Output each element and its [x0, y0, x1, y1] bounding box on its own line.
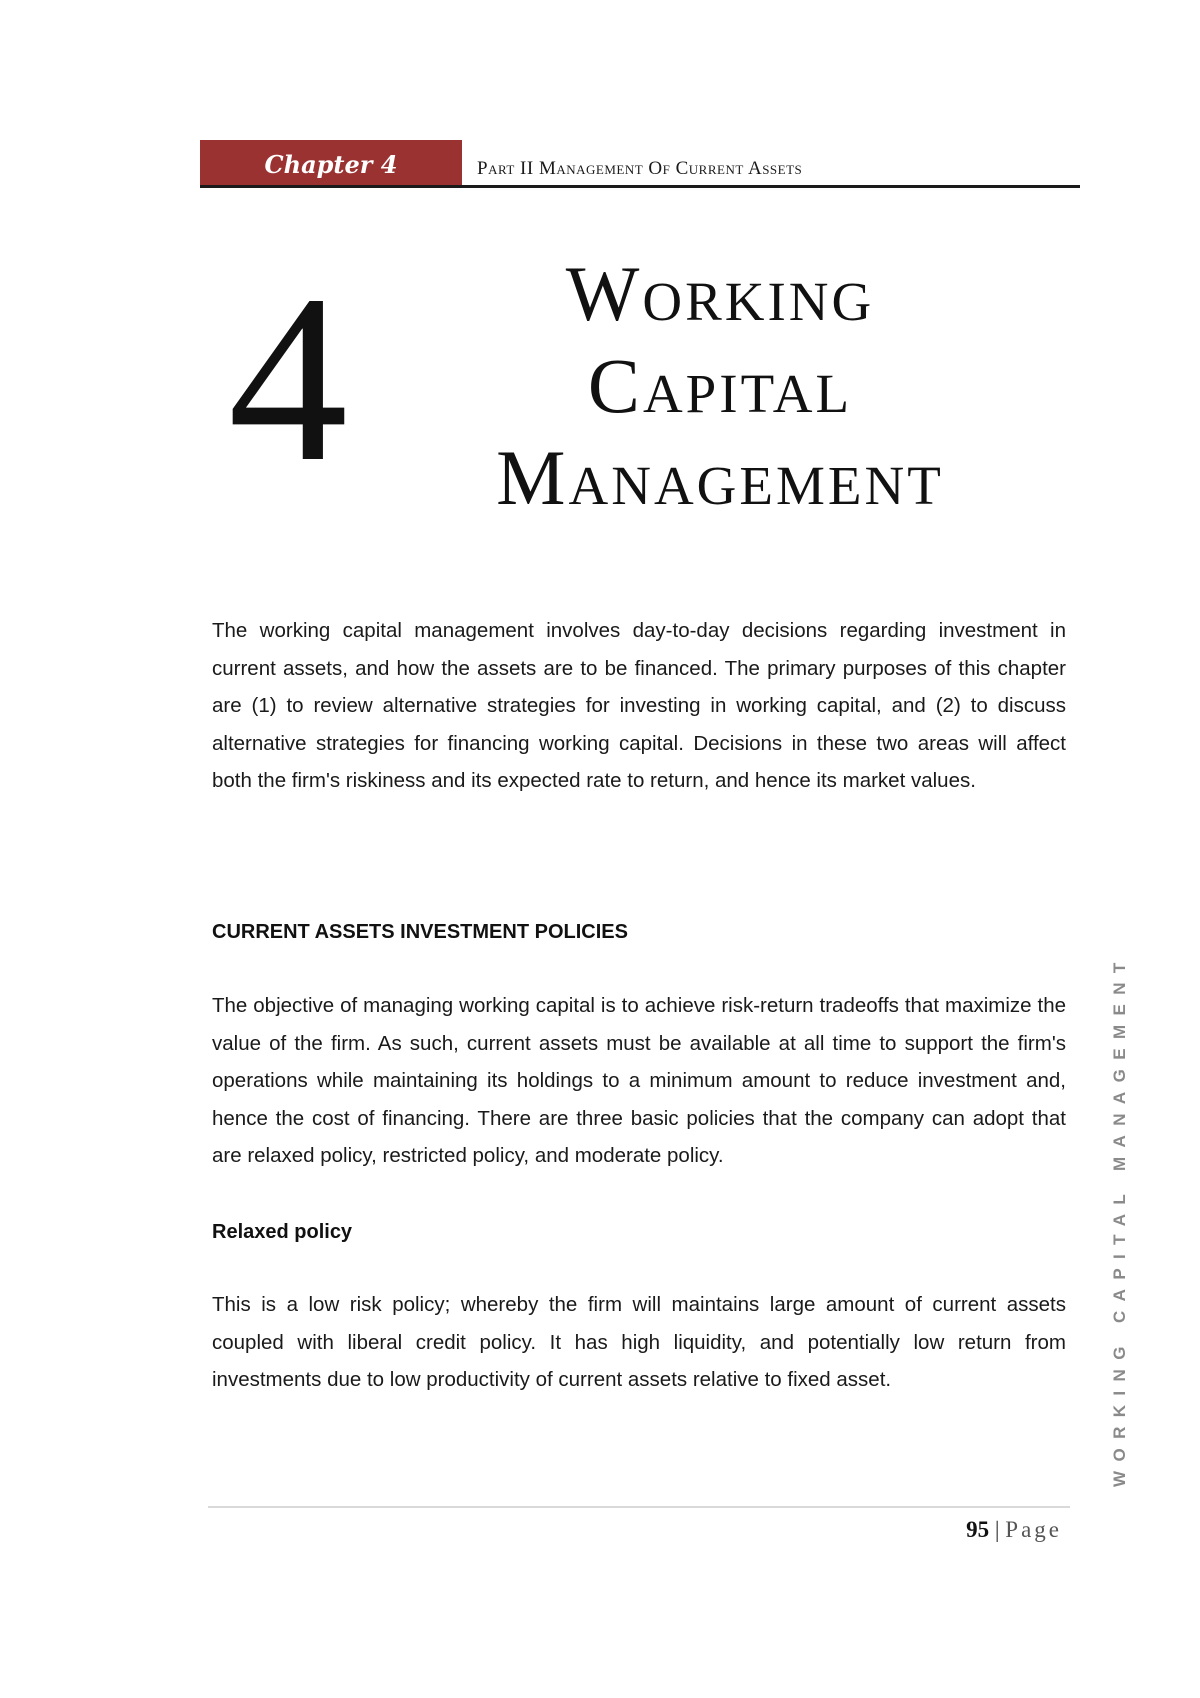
chapter-title-line: Working [565, 250, 875, 337]
side-running-title: WORKING CAPITAL MANAGEMENT [1110, 953, 1129, 1487]
section-paragraph: The objective of managing working capital is to achieve risk-return tradeoffs that maximize the value of the firm. As such, current assets must be available at all time to support the firm's operations while maintaining its holdings to a minimum amount to reduce investment and, hence the cost of financing. There are three basic policies that the company can adopt that are relaxed policy, restricted policy, and moderate policy. [212, 994, 1066, 1167]
chapter-title [400, 248, 1040, 524]
chapter-title-line: Management [496, 434, 944, 521]
page-number-value: 95 [966, 1517, 990, 1542]
chapter-number: 4 [228, 245, 348, 511]
page-number [966, 1517, 1062, 1543]
chapter-title-line: Capital [587, 342, 853, 429]
page-separator: | [994, 1517, 1000, 1542]
intro-paragraph: The working capital management involves day-to-day decisions regarding investment in current assets, and how the assets are to be financed. The primary purposes of this chapter are (1) to review alternative strategies for investing in working capital, and (2) to discuss alternative strategies for financing working capital. Decisions in these two areas will affect both the firm's riskiness and its expected rate to return, and hence its market values. [212, 619, 1066, 792]
footer-rule [208, 1506, 1070, 1508]
subsection-paragraph: This is a low risk policy; whereby the firm will maintains large amount of current assets coupled with liberal credit policy. It has high liquidity, and potentially low return from investments due to low productivity of current assets relative to fixed asset. [212, 1293, 1066, 1391]
section-heading: CURRENT ASSETS INVESTMENT POLICIES [212, 921, 628, 943]
header-rule [200, 185, 1080, 188]
page-word: Page [1005, 1517, 1062, 1542]
chapter-tab: Chapter 4 [200, 140, 462, 187]
subsection-heading: Relaxed policy [212, 1221, 353, 1243]
part-label: Part II Management Of Current Assets [477, 158, 803, 179]
